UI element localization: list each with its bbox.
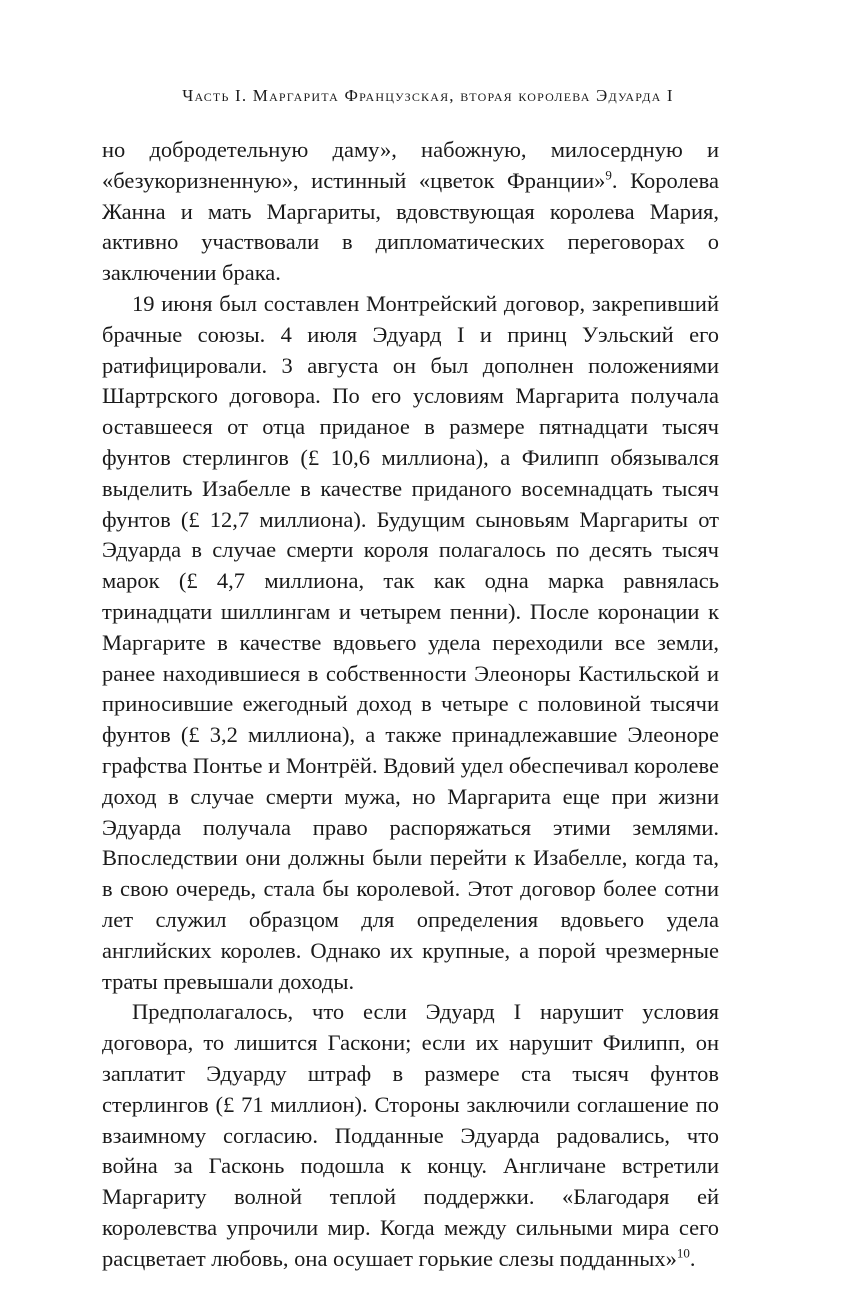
paragraph-2-text: 19 июня был составлен Монтрейский договор, закрепивший брачные союзы. 4 июля Эдуард I и принц Уэльский его ратифицировали. 3 августа он был дополнен положениями Шартрского договора. По его условиям Маргарита получала оставшееся от отца приданое в размере пятнадцати тысяч фунтов стерлингов (£ 10,6 миллиона), а Филипп обязывался выделить Изабелле в качестве приданого восемнадцать тысяч фунтов (£ 12,7 миллиона). Будущим сыновьям Маргариты от Эдуарда в случае смерти короля полагалось по десять тысяч марок (£ 4,7 миллиона, так как одна марка равнялась тринадцати шиллингам и четырем пенни). После коронации к Маргарите в качестве вдовьего удела переходили все земли, ранее находившиеся в собственности Элеоноры Кастильской и приносившие ежегодный доход в четыре с половиной тысячи фунтов (£ 3,2 миллиона), а также принадлежавшие Элеоноре графства Понтье и Монтрёй. Вдовий удел обеспечивал королеве доход в случае смерти мужа, но Маргарита еще при жизни Эдуарда получала право распоряжаться этими землями. Впоследствии они должны были перейти к Изабелле, когда та, в свою очередь, стала бы королевой. Этот договор более сотни лет служил образцом для определения вдовьего удела английских королев. Однако их крупные, а порой чрезмерные траты превышали доходы. — [102, 290, 719, 994]
paragraph-1-tail: . Королева Жанна и мать Маргариты, вдовствующая королева Мария, активно участвовали в дипломатических переговорах о заключении брака. — [102, 167, 719, 286]
paragraph-3 — [102, 997, 719, 1274]
body-text — [102, 135, 719, 1274]
paragraph-3-text: Предполагалось, что если Эдуард I нарушит условия договора, то лишится Гаскони; если их нарушит Филипп, он заплатит Эдуарду штраф в размере ста тысяч фунтов стерлингов (£ 71 миллион). Стороны заключили соглашение по взаимному согласию. Подданные Эдуарда радовались, что война за Гасконь подошла к концу. Англичане встретили Маргариту волной теплой поддержки. «Благодаря ей королевства упрочили мир. Когда между сильными мира сего расцветает любовь, она осушает горькие слезы подданных» — [102, 999, 719, 1271]
footnote-ref-9[interactable]: 9 — [605, 167, 612, 183]
paragraph-1-text: но добродетельную даму», набожную, милосердную и «безукоризненную», истинный «цветок Франции» — [102, 137, 719, 193]
footnote-ref-10[interactable]: 10 — [676, 1245, 690, 1261]
paragraph-3-tail: . — [689, 1245, 696, 1271]
paragraph-1 — [102, 135, 719, 289]
running-header: Часть I. Маргарита Французская, вторая королева Эдуарда I — [182, 86, 674, 105]
paragraph-2 — [102, 289, 719, 997]
